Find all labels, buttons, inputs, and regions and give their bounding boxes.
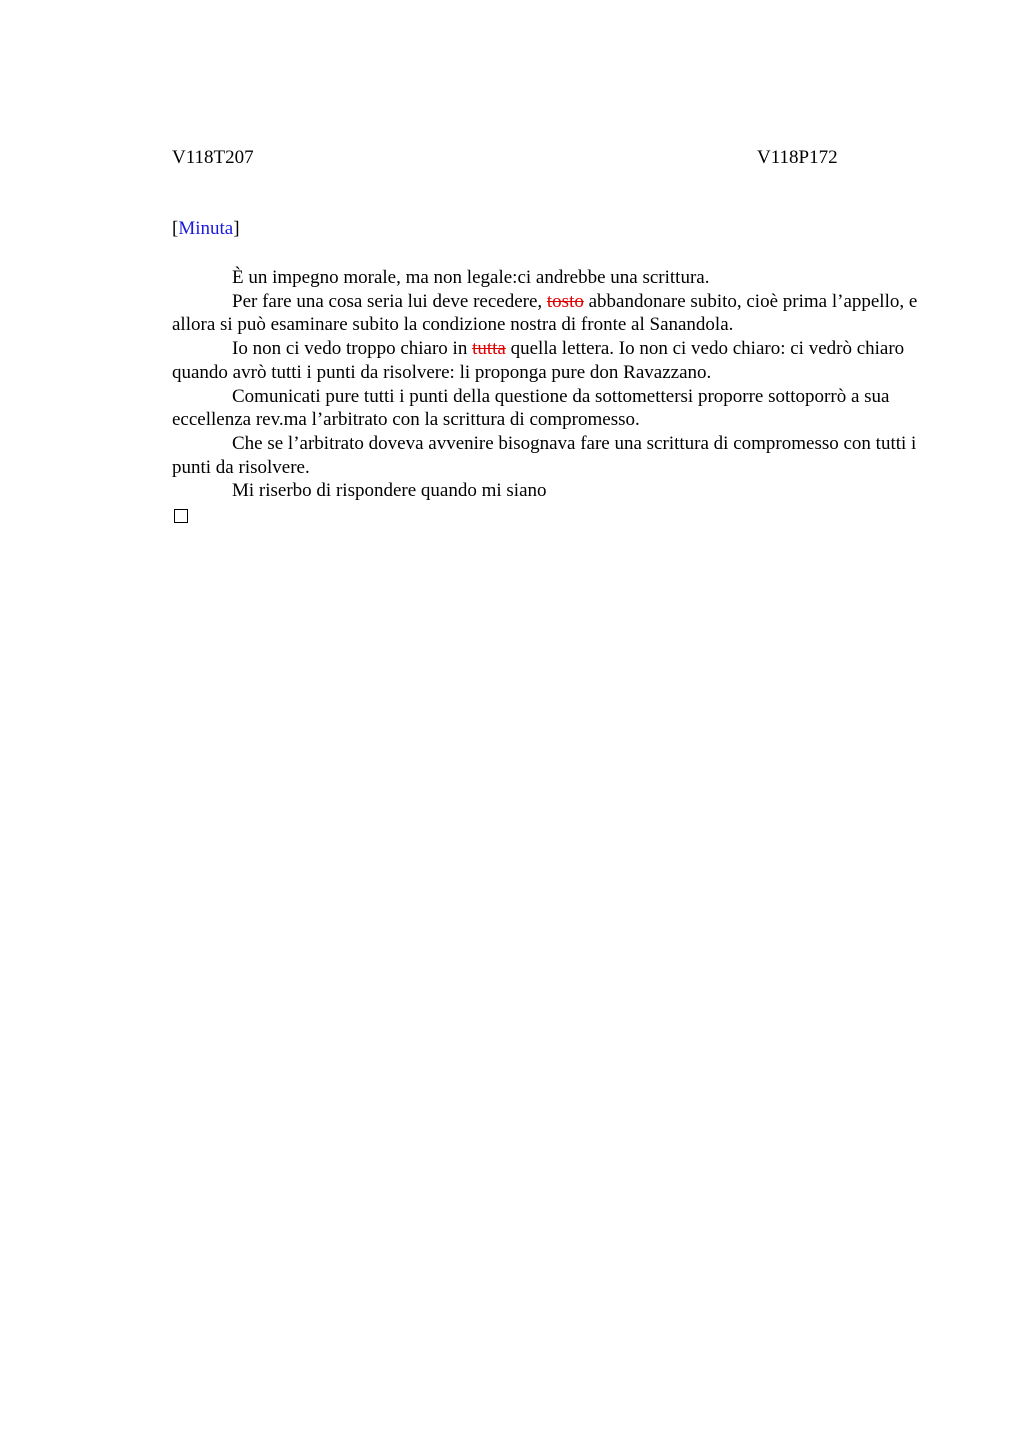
draft-label [172, 218, 240, 240]
paragraph-3 [172, 337, 934, 384]
paragraph-text: quella lettera. Io non ci vedo chiaro: ci vedrò chiaro quando avrò tutti i punti da risolvere: li proponga pure don Ravazzano. [172, 338, 905, 383]
document-code-right: V118P172 [757, 147, 838, 168]
draft-label-open-bracket: [ [172, 218, 179, 239]
paragraph-text: Mi riserbo di rispondere quando mi siano [232, 480, 547, 502]
paragraph-text: Per fare una cosa seria lui deve recedere, [232, 290, 547, 312]
paragraph-text: abbandonare subito, cioè prima l’appello, e allora si può esaminare subito la condizione nostra di fronte al Sanandola. [172, 290, 918, 336]
paragraph-5 [172, 432, 934, 479]
paragraph-text: Che se l’arbitrato doveva avvenire bisognava fare una scrittura di compromesso con tutti i punti da risolvere. [172, 432, 917, 478]
paragraph-6 [172, 479, 934, 503]
paragraph-text: È un impegno morale, ma non legale:ci andrebbe una scrittura. [232, 267, 710, 288]
paragraph-1 [172, 266, 934, 290]
paragraph-4 [172, 385, 934, 432]
deleted-word: tosto [546, 290, 584, 312]
letter-body [172, 266, 934, 523]
paragraph-text: Comunicati pure tutti i punti della questione da sottomettersi proporre sottoporrò a sua eccellenza rev.ma l’arbitrato con la scrittura di compromesso. [172, 385, 890, 431]
deleted-word: tutta [472, 338, 506, 360]
paragraph-2 [172, 290, 934, 337]
document-code-left: V118T207 [172, 147, 254, 168]
paragraph-text: Io non ci vedo troppo chiaro in [232, 338, 473, 360]
end-marker-box-icon [174, 509, 188, 523]
draft-label-text: Minuta [178, 218, 234, 239]
draft-label-close-bracket: ] [233, 218, 240, 239]
